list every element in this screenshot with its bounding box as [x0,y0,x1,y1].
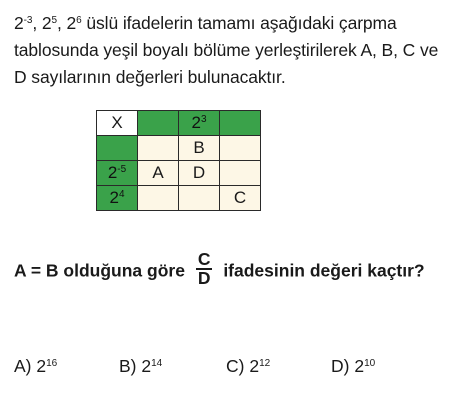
option-label: B) [119,356,142,376]
question-before: A = B olduğuna göre [14,260,190,281]
cell-text: D [192,163,206,182]
option-exp: 10 [364,358,376,369]
intro-sep-2: , [56,13,67,33]
table-cell-row-exp [97,161,138,186]
table-cell-c [220,186,261,211]
cell-base: 2 [109,188,119,207]
table-cell [220,161,261,186]
cell-text: A [152,163,164,182]
option-exp: 12 [259,358,271,369]
fraction-c-over-d [196,251,213,287]
option-d[interactable] [331,356,375,377]
table-cell-green [138,111,179,136]
cell-text: C [233,188,247,207]
table-row [97,186,261,211]
option-label: A) [14,356,37,376]
intro-base-1: 2 [14,13,24,33]
table-cell [138,136,179,161]
table-row [97,111,261,136]
table-cell-x [97,111,138,136]
table-cell-green [220,111,261,136]
option-c[interactable] [226,356,270,377]
table-cell-a [138,161,179,186]
option-base: 2 [354,356,365,376]
table-cell-green [97,136,138,161]
cell-base: 2 [191,113,201,132]
option-base: 2 [249,356,260,376]
cell-exp: -5 [117,164,127,175]
table-cell [138,186,179,211]
table-row [97,161,261,186]
cell-exp: 3 [200,114,207,125]
intro-exp-1: -3 [23,15,33,26]
table-cell-header-exp [179,111,220,136]
option-base: 2 [141,356,152,376]
option-label: C) [226,356,250,376]
intro-sep-1: , [32,13,42,33]
option-label: D) [331,356,355,376]
multiplication-table [96,110,261,211]
table-cell-row-exp [97,186,138,211]
fraction-denominator: D [197,268,211,288]
intro-base-2: 2 [41,13,52,33]
option-base: 2 [36,356,47,376]
table-cell-b [179,136,220,161]
cell-text: B [193,138,205,157]
cell-exp: 4 [118,189,125,200]
cell-text: X [111,113,123,132]
option-exp: 14 [151,358,163,369]
table-cell-d [179,161,220,186]
answer-options [14,356,454,380]
option-exp: 16 [46,358,58,369]
cell-base: 2 [107,163,118,182]
intro-base-3: 2 [66,13,77,33]
intro-text: üslü ifadelerin tamamı aşağıdaki çarpma tablosunda yeşil boyalı bölüme yerleştirilerek A, B, C ve D sayılarının değerleri bulunacaktır. [14,13,439,87]
table-cell [220,136,261,161]
question-text [14,249,444,290]
question-after: ifadesinin değeri kaçtır? [218,260,425,281]
option-b[interactable] [119,356,162,377]
question-intro [14,10,444,91]
intro-exp-2: 5 [51,15,57,26]
fraction-numerator: C [197,249,211,269]
option-a[interactable] [14,356,57,377]
table-row [97,136,261,161]
table-cell [179,186,220,211]
intro-exp-3: 6 [76,15,82,26]
